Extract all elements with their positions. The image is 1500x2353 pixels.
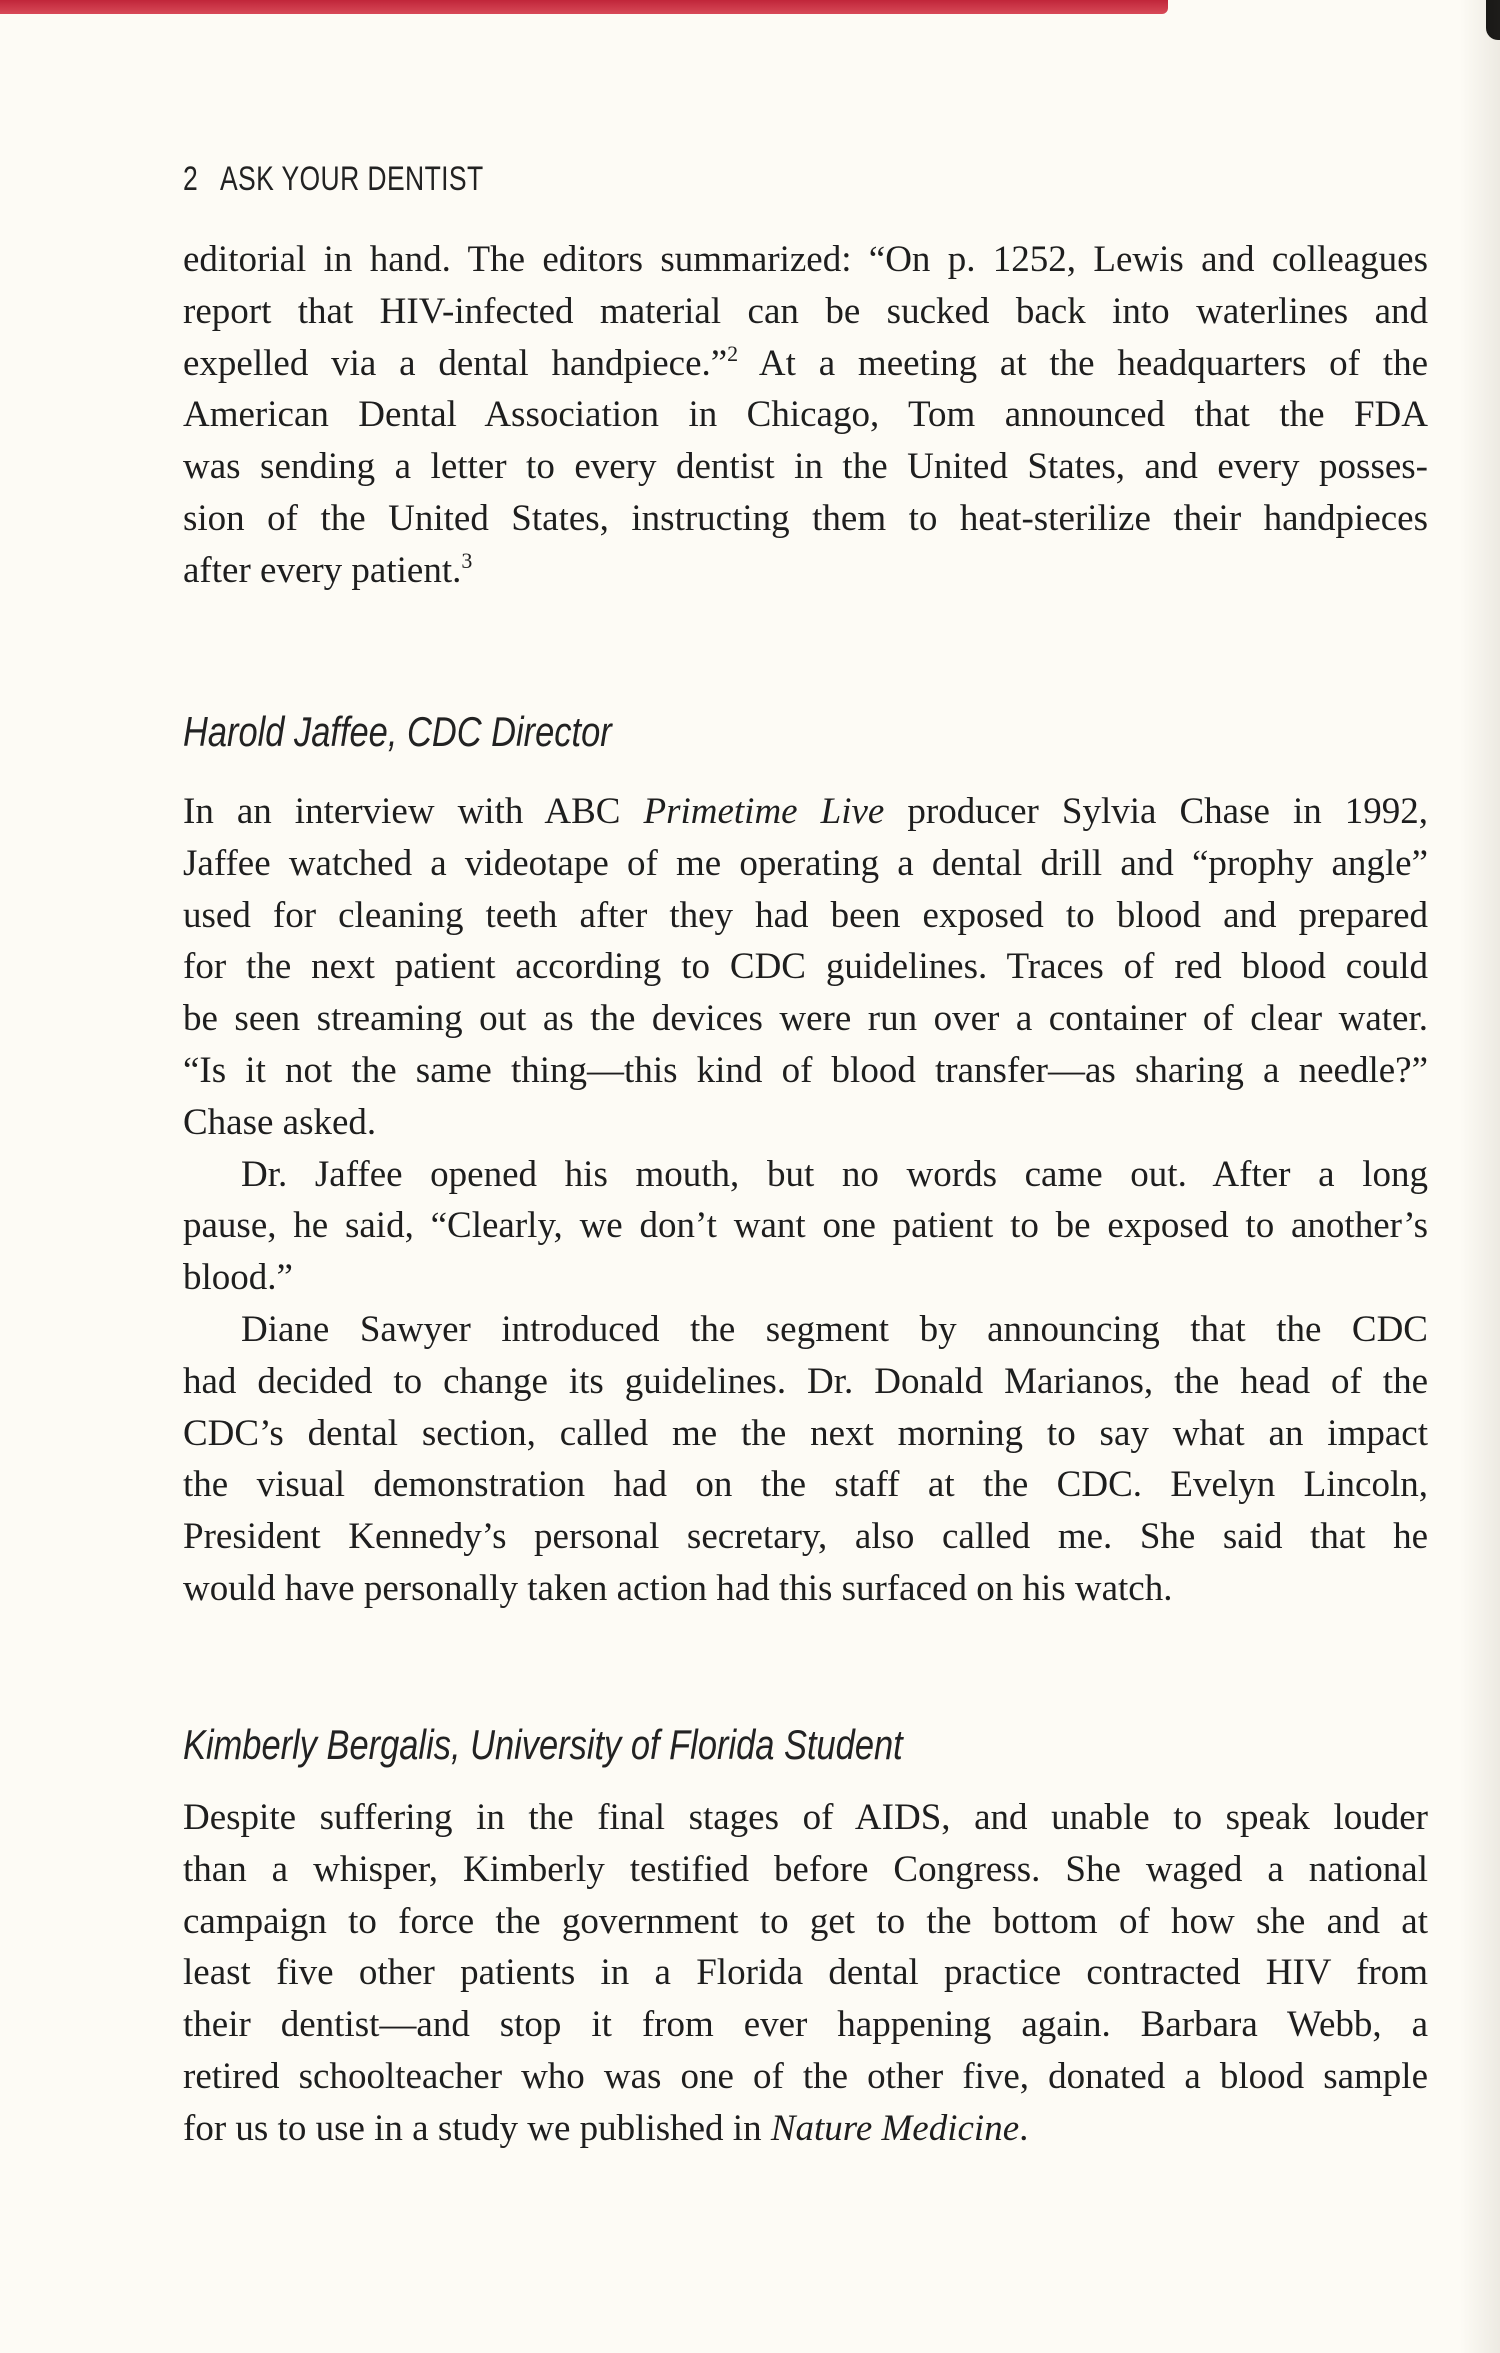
text-run: In an interview with ABC <box>183 791 644 832</box>
body-text-section-intro <box>183 234 1428 597</box>
text-run: than a whisper, Kimberly testified before Congress. She waged a national <box>183 1848 1428 1890</box>
text-line <box>183 838 1428 890</box>
text-line <box>183 1999 1428 2051</box>
page-edge-shadow <box>1460 0 1500 2353</box>
text-run: Despite suffering in the final stages of AIDS, and unable to speak louder <box>183 1797 1428 1838</box>
text-line <box>183 1045 1428 1097</box>
text-line <box>183 2051 1428 2103</box>
text-line <box>183 545 1428 597</box>
text-run: for the next patient according to CDC guidelines. Traces of red blood could <box>183 946 1428 988</box>
text-line <box>183 493 1428 545</box>
text-run: for us to use in a study we published in <box>183 2107 771 2149</box>
text-run: was sending a letter to every dentist in the United States, and every posses- <box>183 446 1428 488</box>
footnote-marker: 3 <box>461 547 473 573</box>
text-line <box>183 1252 1428 1304</box>
body-text-section-bergalis <box>183 1792 1428 2155</box>
text-line <box>183 1408 1428 1460</box>
text-run: would have personally taken action had this surfaced on his watch. <box>183 1567 1173 1609</box>
text-line <box>183 786 1428 838</box>
paragraph <box>183 786 1428 1149</box>
italic-title: Primetime Live <box>643 791 885 832</box>
text-run: their dentist—and stop it from ever happening again. Barbara Webb, a <box>183 2004 1428 2046</box>
text-line <box>183 1304 1428 1356</box>
text-run: expelled via a dental handpiece.” <box>183 342 728 384</box>
text-run: retired schoolteacher who was one of the other five, donated a blood sample <box>183 2055 1428 2097</box>
section-heading-jaffee: Harold Jaffee, CDC Director <box>183 708 612 755</box>
text-line <box>183 890 1428 942</box>
running-head: 2 ASK YOUR DENTIST <box>183 160 484 198</box>
text-run: President Kennedy’s personal secretary, also called me. She said that he <box>183 1516 1428 1558</box>
text-line <box>183 1459 1428 1511</box>
text-run: used for cleaning teeth after they had been exposed to blood and prepared <box>183 894 1428 936</box>
text-line <box>183 941 1428 993</box>
text-line <box>183 1356 1428 1408</box>
text-line <box>183 234 1428 286</box>
text-line <box>183 1947 1428 1999</box>
text-run: Dr. Jaffee opened his mouth, but no words came out. After a long <box>241 1153 1428 1195</box>
text-run: the visual demonstration had on the staff at the CDC. Evelyn Lincoln, <box>183 1464 1428 1506</box>
text-run: after every patient. <box>183 549 462 591</box>
book-cover-edge <box>0 0 1168 14</box>
text-run: Diane Sawyer introduced the segment by announcing that the CDC <box>241 1308 1428 1350</box>
text-line <box>183 338 1428 390</box>
text-line <box>183 2103 1428 2155</box>
text-run: Chase asked. <box>183 1101 377 1143</box>
text-run: had decided to change its guidelines. Dr. Donald Marianos, the head of the <box>183 1360 1428 1402</box>
text-line <box>183 1200 1428 1252</box>
paragraph <box>183 234 1428 597</box>
text-run: blood.” <box>183 1257 293 1299</box>
paragraph <box>183 1304 1428 1615</box>
text-run: CDC’s dental section, called me the next morning to say what an impact <box>183 1412 1428 1454</box>
text-run: Jaffee watched a videotape of me operating a dental drill and “prophy angle” <box>183 842 1428 884</box>
section-heading-bergalis: Kimberly Bergalis, University of Florida Student <box>183 1721 903 1768</box>
text-line <box>183 1844 1428 1896</box>
paragraph <box>183 1149 1428 1304</box>
text-line <box>183 1792 1428 1844</box>
body-text-section-jaffee <box>183 786 1428 1615</box>
text-line <box>183 286 1428 338</box>
text-line <box>183 1563 1428 1615</box>
text-line <box>183 1149 1428 1201</box>
text-run: At a meeting at the headquarters of the <box>738 342 1428 384</box>
text-line <box>183 1896 1428 1948</box>
paragraph <box>183 1792 1428 2155</box>
text-run: editorial in hand. The editors summarized: “On p. 1252, Lewis and colleagues <box>183 239 1428 280</box>
text-line <box>183 1097 1428 1149</box>
text-line <box>183 1511 1428 1563</box>
text-run: pause, he said, “Clearly, we don’t want one patient to be exposed to another’s <box>183 1205 1428 1247</box>
text-line <box>183 389 1428 441</box>
text-run: producer Sylvia Chase in 1992, <box>884 791 1429 832</box>
footnote-marker: 2 <box>727 340 739 366</box>
text-run: “Is it not the same thing—this kind of blood transfer—as sharing a needle?” <box>183 1049 1428 1091</box>
text-line <box>183 993 1428 1045</box>
text-run: least five other patients in a Florida dental practice contracted HIV from <box>183 1952 1428 1994</box>
text-run: . <box>1019 2107 1029 2149</box>
text-line <box>183 441 1428 493</box>
text-run: be seen streaming out as the devices were run over a container of clear water. <box>183 998 1428 1040</box>
text-run: report that HIV-infected material can be sucked back into waterlines and <box>183 290 1428 332</box>
text-run: sion of the United States, instructing them to heat-sterilize their handpieces <box>183 497 1428 539</box>
text-run: American Dental Association in Chicago, Tom announced that the FDA <box>183 394 1428 436</box>
italic-title: Nature Medicine <box>770 2107 1020 2149</box>
text-run: campaign to force the government to get to the bottom of how she and at <box>183 1900 1428 1942</box>
